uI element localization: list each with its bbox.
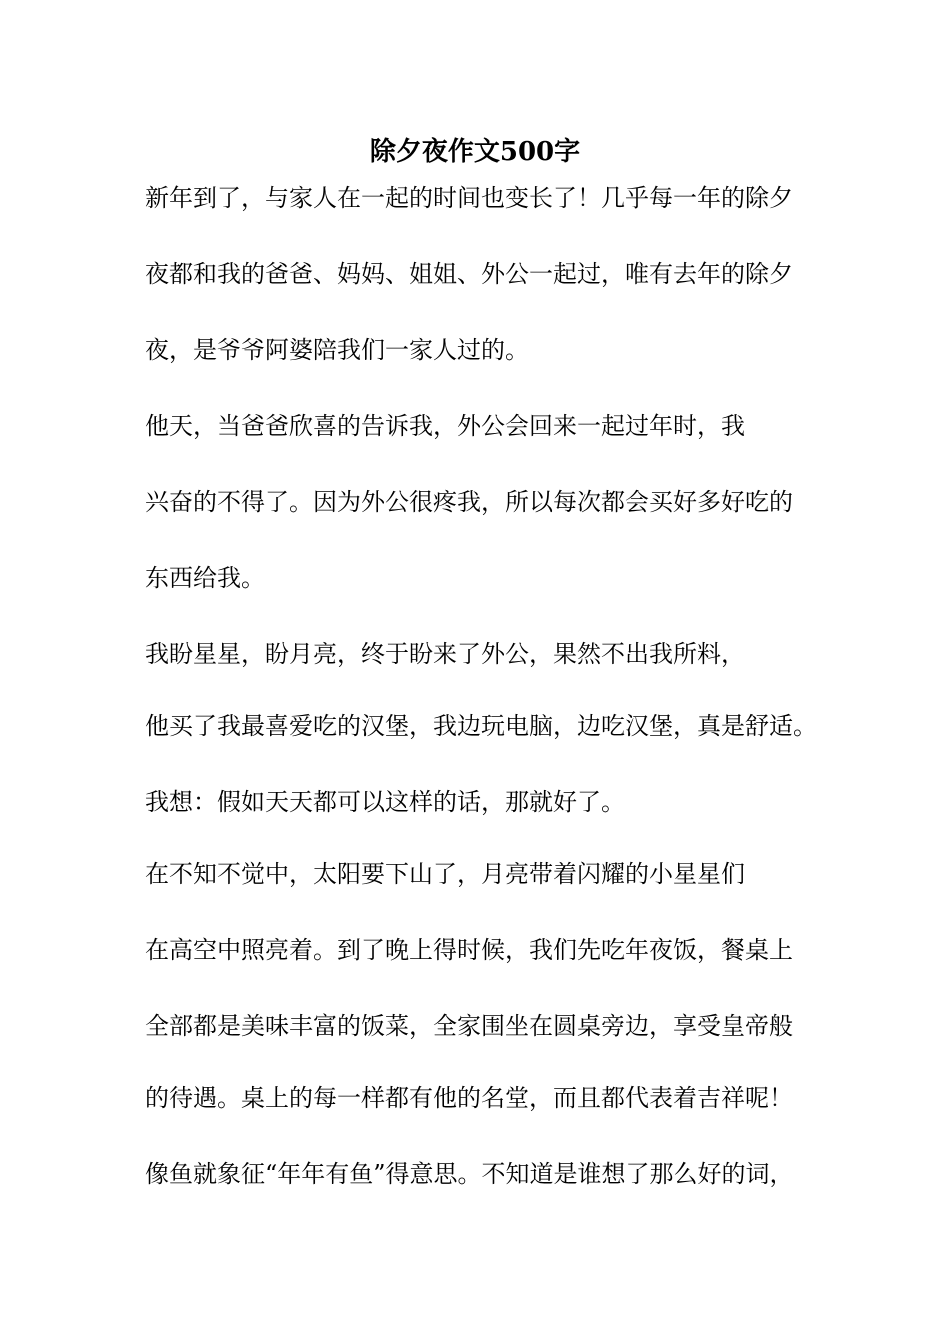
text-line: 在高空中照亮着。到了晚上得时候，我们先吃年夜饭，餐桌上 bbox=[145, 936, 793, 964]
text-line: 他天，当爸爸欣喜的告诉我，外公会回来一起过年时，我 bbox=[145, 412, 745, 440]
text-line: 像鱼就象征“年年有鱼”得意思。不知道是谁想了那么好的词， bbox=[145, 1160, 794, 1188]
document-title: 除夕夜作文500字 bbox=[369, 137, 581, 167]
text-line: 我想：假如天天都可以这样的话，那就好了。 bbox=[145, 788, 625, 816]
text-line: 我盼星星，盼月亮，终于盼来了外公，果然不出我所料， bbox=[145, 640, 745, 668]
text-line: 东西给我。 bbox=[145, 564, 265, 592]
text-line: 新年到了，与家人在一起的时间也变长了！几乎每一年的除夕 bbox=[145, 184, 793, 212]
text-line: 全部都是美味丰富的饭菜，全家围坐在圆桌旁边，享受皇帝般 bbox=[145, 1012, 793, 1040]
text-line: 夜都和我的爸爸、妈妈、姐姐、外公一起过，唯有去年的除夕 bbox=[145, 260, 793, 288]
text-line: 夜，是爷爷阿婆陪我们一家人过的。 bbox=[145, 336, 529, 364]
text-line: 兴奋的不得了。因为外公很疼我，所以每次都会买好多好吃的 bbox=[145, 488, 793, 516]
text-line: 他买了我最喜爱吃的汉堡，我边玩电脑，边吃汉堡，真是舒适。 bbox=[145, 712, 817, 740]
text-line: 在不知不觉中，太阳要下山了，月亮带着闪耀的小星星们 bbox=[145, 860, 745, 888]
text-line: 的待遇。桌上的每一样都有他的名堂，而且都代表着吉祥呢！ bbox=[145, 1084, 793, 1112]
